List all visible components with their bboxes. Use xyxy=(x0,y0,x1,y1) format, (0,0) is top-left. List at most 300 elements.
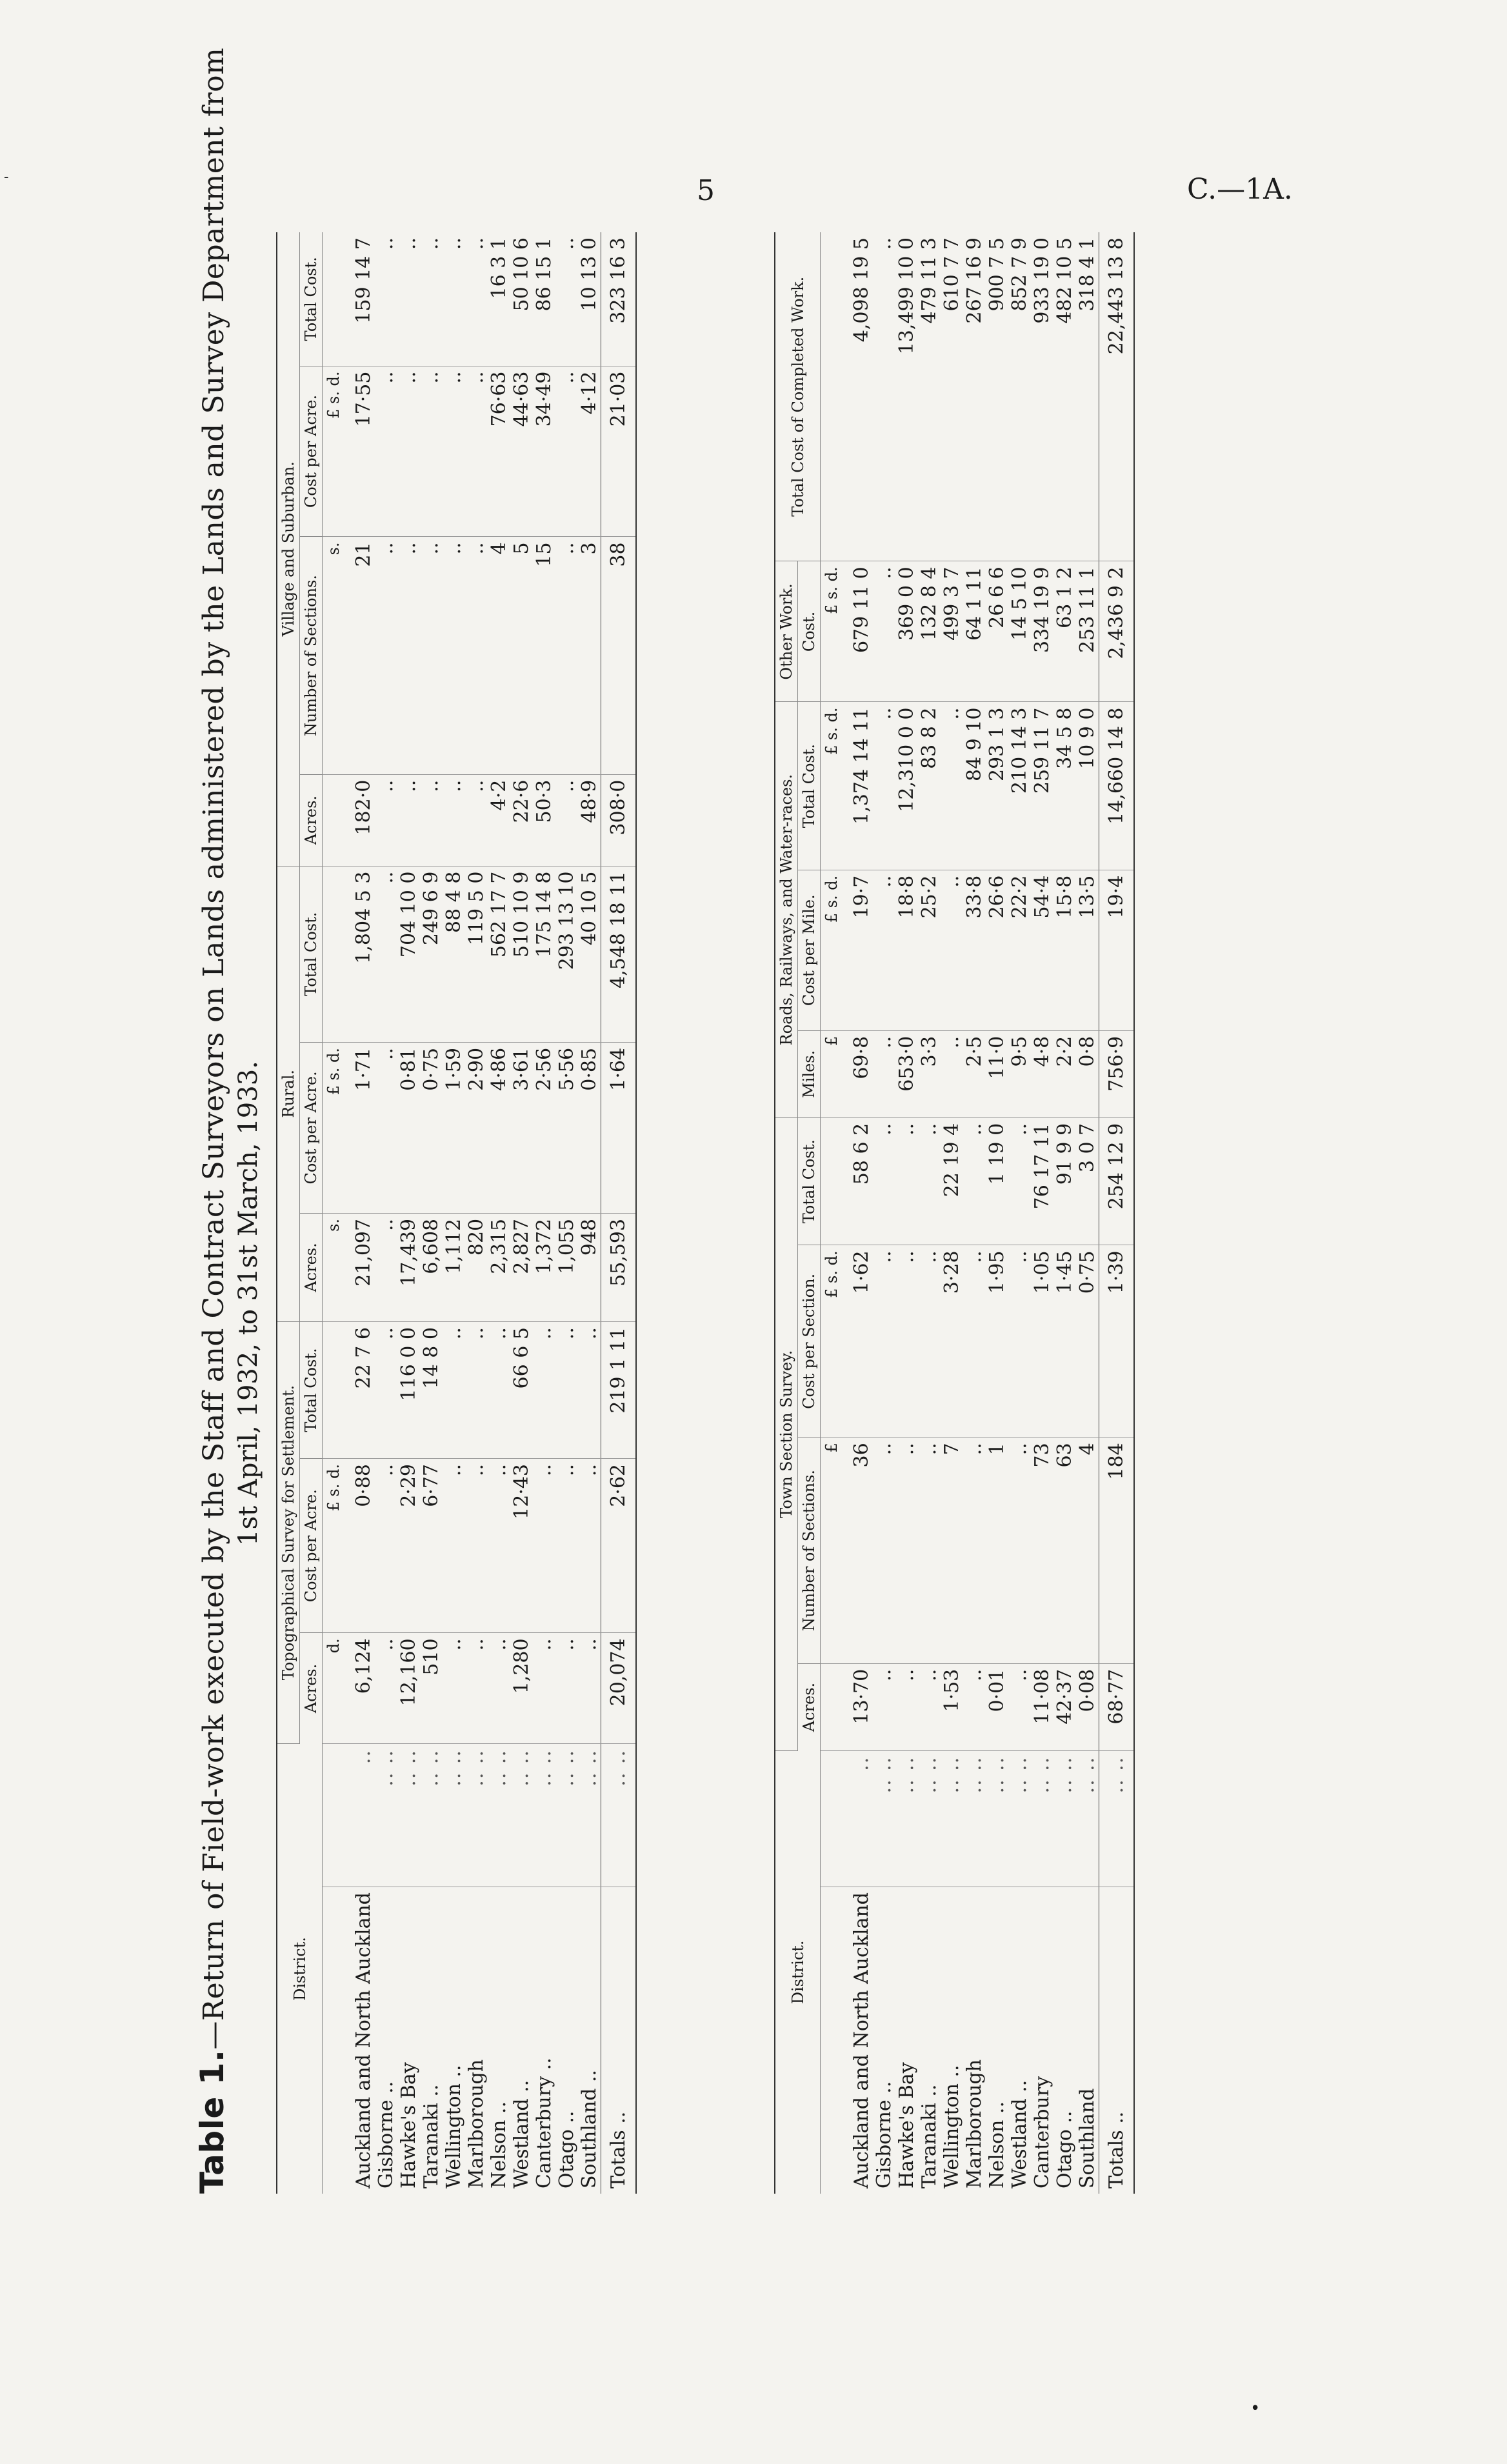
unit-cell: d. xyxy=(323,1633,346,1744)
table-cell: .. xyxy=(397,366,420,537)
table-cell: 10 9 0 xyxy=(1076,702,1099,870)
table-cell: 26·6 xyxy=(986,870,1008,1030)
table-cell: 4,098 19 5 xyxy=(843,232,873,561)
leader-dots: .. .. xyxy=(873,1750,895,1887)
table1-subheader: Total Cost. xyxy=(300,866,323,1042)
table-cell: 54·4 xyxy=(1031,870,1053,1030)
table-cell: 22·6 xyxy=(510,774,533,866)
table-cell: 15 xyxy=(533,537,555,774)
totals-cell: 22,443 13 8 xyxy=(1099,232,1135,561)
table-cell: .. xyxy=(555,537,578,774)
table2-header-roads: Roads, Railways, and Water-races. xyxy=(775,702,798,1117)
table2-subheader: Cost per Mile. xyxy=(798,870,821,1030)
table-cell: .. xyxy=(443,774,465,866)
totals-cell: 184 xyxy=(1099,1437,1135,1663)
leader-dots: .. .. xyxy=(963,1750,986,1887)
table-cell: 510 10 9 xyxy=(510,866,533,1042)
table1-header-rural: Rural. xyxy=(277,866,300,1322)
table-cell: 3·28 xyxy=(941,1245,963,1437)
table-cell: .. xyxy=(873,561,895,702)
table-cell: 1,055 xyxy=(555,1213,578,1321)
unit-cell xyxy=(821,1887,844,2194)
totals-row xyxy=(601,232,637,2194)
table-cell: .. xyxy=(963,1437,986,1663)
table2-unit-row xyxy=(821,232,844,2194)
table-cell: 7 xyxy=(941,1437,963,1663)
table-cell: .. xyxy=(465,366,488,537)
totals-cell: 4,548 18 11 xyxy=(601,866,637,1042)
table-cell: .. xyxy=(375,1322,397,1459)
table-cell: 84 9 10 xyxy=(963,702,986,870)
totals-cell: 1·39 xyxy=(1099,1245,1135,1437)
table-cell: 88 4 8 xyxy=(443,866,465,1042)
leader-dots: .. .. xyxy=(918,1750,941,1887)
table-cell: .. xyxy=(918,1663,941,1750)
district-name: Nelson .. xyxy=(488,2101,510,2189)
table-row xyxy=(397,232,420,2194)
leader-dots: .. .. xyxy=(443,1744,465,1887)
table-cell: 2,315 xyxy=(488,1213,510,1321)
table-cell: .. xyxy=(555,774,578,866)
district-name: Auckland and North Auckland xyxy=(850,1892,873,2189)
table-cell: .. xyxy=(1008,1245,1031,1437)
table-cell: 0·8 xyxy=(1076,1030,1099,1117)
table-cell: 12·43 xyxy=(510,1459,533,1633)
unit-cell xyxy=(323,866,346,1042)
table1-header-village: Village and Suburban. xyxy=(277,232,300,866)
table-cell: .. xyxy=(375,1042,397,1213)
table-cell: 1·05 xyxy=(1031,1245,1053,1437)
table-cell: 482 10 5 xyxy=(1053,232,1076,561)
table-row xyxy=(986,232,1008,2194)
table-cell: .. xyxy=(443,1459,465,1633)
leader-dots: .. .. xyxy=(578,1744,601,1887)
table-cell: 132 8 4 xyxy=(918,561,941,702)
table-cell: 50 10 6 xyxy=(510,232,533,366)
table-cell: .. xyxy=(578,1459,601,1633)
totals-cell: 2,436 9 2 xyxy=(1099,561,1135,702)
table-cell: 4·86 xyxy=(488,1042,510,1213)
table1-unit-row xyxy=(323,232,346,2194)
table-cell: 48·9 xyxy=(578,774,601,866)
table-cell: 21 xyxy=(345,537,375,774)
table-cell: 1,112 xyxy=(443,1213,465,1321)
table-cell: .. xyxy=(465,232,488,366)
table-cell: 3 xyxy=(578,537,601,774)
table-cell: .. xyxy=(578,1322,601,1459)
table-cell: 293 13 10 xyxy=(555,866,578,1042)
table-cell: .. xyxy=(1008,1663,1031,1750)
unit-cell: £ xyxy=(821,1437,844,1663)
unit-cell: s. xyxy=(323,537,346,774)
table-cell: 10 13 0 xyxy=(578,232,601,366)
table-cell: .. xyxy=(375,537,397,774)
table1-subheader: Total Cost. xyxy=(300,232,323,366)
table-cell: .. xyxy=(555,1322,578,1459)
table-cell: 119 5 0 xyxy=(465,866,488,1042)
table-cell: 4·2 xyxy=(488,774,510,866)
table-cell: .. xyxy=(963,1663,986,1750)
table-cell: 3·3 xyxy=(918,1030,941,1117)
table-cell: 1 xyxy=(986,1437,1008,1663)
table-cell: 21,097 xyxy=(345,1213,375,1321)
district-name: Canterbury xyxy=(1031,2076,1053,2189)
table-cell: 11·0 xyxy=(986,1030,1008,1117)
table-cell: 14 5 10 xyxy=(1008,561,1031,702)
table-cell: 2·5 xyxy=(963,1030,986,1117)
table-cell: 63 1 2 xyxy=(1053,561,1076,702)
table-cell: 19·7 xyxy=(843,870,873,1030)
table2-subheader: Cost. xyxy=(798,561,821,702)
table-cell: 2·56 xyxy=(533,1042,555,1213)
table-cell: .. xyxy=(1008,1117,1031,1245)
table-cell: 69·8 xyxy=(843,1030,873,1117)
table-cell: .. xyxy=(873,1663,895,1750)
table-cell: 73 xyxy=(1031,1437,1053,1663)
table-cell: 0·08 xyxy=(1076,1663,1099,1750)
totals-label: Totals .. xyxy=(1099,1887,1135,2194)
table-row xyxy=(345,232,375,2194)
table-cell: .. xyxy=(488,1322,510,1459)
table-cell: 22 19 4 xyxy=(941,1117,963,1245)
table-cell: .. xyxy=(918,1437,941,1663)
table-cell: 1,280 xyxy=(510,1633,533,1744)
table-cell: 36 xyxy=(843,1437,873,1663)
table-cell: 0·88 xyxy=(345,1459,375,1633)
table-cell: 1,374 14 11 xyxy=(843,702,873,870)
table-cell: 1·71 xyxy=(345,1042,375,1213)
table2-header-district: District. xyxy=(775,1750,821,2194)
table-row xyxy=(375,232,397,2194)
table-cell: 2·2 xyxy=(1053,1030,1076,1117)
unit-cell xyxy=(323,774,346,866)
unit-cell: £ s. d. xyxy=(323,1042,346,1213)
table2-subheader: Total Cost. xyxy=(798,1117,821,1245)
table1-subheader: Acres. xyxy=(300,1213,323,1321)
leader-dots: .. .. xyxy=(420,1744,443,1887)
table-cell: 4 xyxy=(1076,1437,1099,1663)
table-cell: .. xyxy=(873,702,895,870)
unit-cell: £ s. d. xyxy=(821,870,844,1030)
table-cell: .. xyxy=(375,866,397,1042)
table1-subheader: Cost per Acre. xyxy=(300,366,323,537)
table-cell: 14 8 0 xyxy=(420,1322,443,1459)
table-cell: 2·90 xyxy=(465,1042,488,1213)
table-cell: 562 17 7 xyxy=(488,866,510,1042)
table-cell: 6,124 xyxy=(345,1633,375,1744)
table-cell: .. xyxy=(443,1633,465,1744)
table-cell: .. xyxy=(397,774,420,866)
table-cell: .. xyxy=(420,537,443,774)
leader-dots: .. .. xyxy=(895,1750,918,1887)
unit-cell xyxy=(323,1322,346,1459)
unit-cell xyxy=(323,1744,346,1887)
totals-cell: 254 12 9 xyxy=(1099,1117,1135,1245)
table-cell: 12,160 xyxy=(397,1633,420,1744)
table-cell: 16 3 1 xyxy=(488,232,510,366)
table-cell: 4 xyxy=(488,537,510,774)
district-name: Southland xyxy=(1076,2088,1099,2189)
district-name: Hawke's Bay xyxy=(895,2062,918,2189)
table-cell: 253 11 1 xyxy=(1076,561,1099,702)
totals-cell: 68·77 xyxy=(1099,1663,1135,1750)
table-cell: 318 4 1 xyxy=(1076,232,1099,561)
totals-cell: 20,074 xyxy=(601,1633,637,1744)
totals-cell: 219 1 11 xyxy=(601,1322,637,1459)
margin-mark: - xyxy=(4,169,9,185)
unit-cell: £ s. d. xyxy=(821,561,844,702)
table-cell: 1,804 5 3 xyxy=(345,866,375,1042)
totals-cell: 14,660 14 8 xyxy=(1099,702,1135,870)
table-row xyxy=(941,232,963,2194)
table-cell: 6,608 xyxy=(420,1213,443,1321)
table-row xyxy=(443,232,465,2194)
table-cell: 15·8 xyxy=(1053,870,1076,1030)
leader-dots: .. .. xyxy=(1031,1750,1053,1887)
leader-dots: .. .. xyxy=(1099,1750,1135,1887)
table-cell: .. xyxy=(465,1322,488,1459)
totals-cell: 323 16 3 xyxy=(601,232,637,366)
table-row xyxy=(488,232,510,2194)
table-cell: 11·08 xyxy=(1031,1663,1053,1750)
table-cell: 25·2 xyxy=(918,870,941,1030)
district-name: Marlborough xyxy=(465,2059,488,2189)
table-cell: 18·8 xyxy=(895,870,918,1030)
district-name: Hawke's Bay xyxy=(397,2062,420,2189)
leader-dots: .. .. xyxy=(1053,1750,1076,1887)
table1-subheader: Acres. xyxy=(300,1633,323,1744)
table-row xyxy=(843,232,873,2194)
stray-dot: • xyxy=(1250,2399,1261,2418)
district-name: Otago .. xyxy=(1053,2110,1076,2189)
table-cell: .. xyxy=(918,1117,941,1245)
table1-subheader: Number of Sections. xyxy=(300,537,323,774)
district-name: Gisborne .. xyxy=(375,2081,397,2189)
unit-cell xyxy=(821,1750,844,1887)
leader-dots: .. xyxy=(843,1750,873,1887)
table-cell: 76 17 11 xyxy=(1031,1117,1053,1245)
leader-dots: .. .. xyxy=(601,1744,637,1887)
district-name: Otago .. xyxy=(555,2110,578,2189)
district-name: Taranaki .. xyxy=(918,2084,941,2189)
table2-group-header-row xyxy=(775,232,798,2194)
table-cell: .. xyxy=(375,1459,397,1633)
table-row xyxy=(963,232,986,2194)
unit-cell xyxy=(821,232,844,561)
table-cell: .. xyxy=(375,1213,397,1321)
table-cell: 44·63 xyxy=(510,366,533,537)
table-cell: 22·2 xyxy=(1008,870,1031,1030)
table-cell: 1·95 xyxy=(986,1245,1008,1437)
table-cell: 17,439 xyxy=(397,1213,420,1321)
table-cell: .. xyxy=(895,1245,918,1437)
table-cell: .. xyxy=(488,1459,510,1633)
table-cell: .. xyxy=(555,1633,578,1744)
table-row xyxy=(918,232,941,2194)
table-cell: .. xyxy=(895,1117,918,1245)
leader-dots: .. .. xyxy=(397,1744,420,1887)
totals-cell: 2·62 xyxy=(601,1459,637,1633)
totals-cell: 21·03 xyxy=(601,366,637,537)
table-cell: 1 19 0 xyxy=(986,1117,1008,1245)
table-cell: 0·75 xyxy=(420,1042,443,1213)
table-cell: .. xyxy=(375,232,397,366)
table-cell: .. xyxy=(533,1322,555,1459)
table-cell: 499 3 7 xyxy=(941,561,963,702)
unit-cell xyxy=(323,232,346,366)
table1-subheader: Acres. xyxy=(300,774,323,866)
table-cell: 5 xyxy=(510,537,533,774)
table-cell: 820 xyxy=(465,1213,488,1321)
table-cell: .. xyxy=(533,1633,555,1744)
table-cell: 40 10 5 xyxy=(578,866,601,1042)
district-name: Southland .. xyxy=(578,2070,601,2189)
table1-subheader: Cost per Acre. xyxy=(300,1459,323,1633)
table-cell: 0·85 xyxy=(578,1042,601,1213)
table-cell: 249 6 9 xyxy=(420,866,443,1042)
table-cell: .. xyxy=(375,366,397,537)
table-cell: 610 7 7 xyxy=(941,232,963,561)
table-cell: .. xyxy=(465,1459,488,1633)
table-cell: 900 7 5 xyxy=(986,232,1008,561)
table-title-line-2: 1st April, 1932, to 31st March, 1933. xyxy=(234,1061,263,1546)
table-cell: 6·77 xyxy=(420,1459,443,1633)
totals-cell: 38 xyxy=(601,537,637,774)
table-cell: 210 14 3 xyxy=(1008,702,1031,870)
leader-dots: .. .. xyxy=(533,1744,555,1887)
table-cell: 2·29 xyxy=(397,1459,420,1633)
table-cell: .. xyxy=(873,1245,895,1437)
table-cell: 369 0 0 xyxy=(895,561,918,702)
table-cell: 293 1 3 xyxy=(986,702,1008,870)
table-cell: 259 11 7 xyxy=(1031,702,1053,870)
unit-cell: £ s. d. xyxy=(821,1245,844,1437)
table-cell: 9·5 xyxy=(1008,1030,1031,1117)
table-row xyxy=(1008,232,1031,2194)
totals-row xyxy=(1099,232,1135,2194)
table-cell: 0·75 xyxy=(1076,1245,1099,1437)
table-row xyxy=(873,232,895,2194)
table-cell: .. xyxy=(443,366,465,537)
leader-dots: .. .. xyxy=(510,1744,533,1887)
table-cell: 26 6 6 xyxy=(986,561,1008,702)
table-cell: .. xyxy=(555,366,578,537)
district-name: Westland .. xyxy=(510,2079,533,2189)
table-cell: .. xyxy=(397,537,420,774)
table-cell: 1·59 xyxy=(443,1042,465,1213)
table-cell: 22 7 6 xyxy=(345,1322,375,1459)
table-cell: 34 5 8 xyxy=(1053,702,1076,870)
table-cell: .. xyxy=(443,232,465,366)
table-cell: 42·37 xyxy=(1053,1663,1076,1750)
table-cell: .. xyxy=(397,232,420,366)
table-cell: .. xyxy=(941,1030,963,1117)
table-cell: 3·61 xyxy=(510,1042,533,1213)
table1-header-district: District. xyxy=(277,1744,323,2194)
table-cell: 1·62 xyxy=(843,1245,873,1437)
table-cell: .. xyxy=(895,1437,918,1663)
table-cell: 334 19 9 xyxy=(1031,561,1053,702)
table2-subheader: Number of Sections. xyxy=(798,1437,821,1663)
leader-dots: .. .. xyxy=(375,1744,397,1887)
table-row xyxy=(1076,232,1099,2194)
table-row xyxy=(1053,232,1076,2194)
table1-group-header-row xyxy=(277,232,300,2194)
unit-cell: £ s. d. xyxy=(323,366,346,537)
table-cell: .. xyxy=(465,537,488,774)
totals-cell: 55,593 xyxy=(601,1213,637,1321)
table-settlement-rural-village xyxy=(276,232,637,2194)
table-row xyxy=(1031,232,1053,2194)
table-cell: 267 16 9 xyxy=(963,232,986,561)
table-town-roads-other xyxy=(774,232,1135,2194)
table-cell: 66 6 5 xyxy=(510,1322,533,1459)
table-cell: .. xyxy=(375,774,397,866)
table-cell: .. xyxy=(941,702,963,870)
table-cell: .. xyxy=(941,870,963,1030)
table-cell: .. xyxy=(443,537,465,774)
table2-header-total-completed: Total Cost of Completed Work. xyxy=(775,232,821,561)
table-cell: 1,372 xyxy=(533,1213,555,1321)
table-label: Table 1. xyxy=(194,2049,231,2194)
table-cell: .. xyxy=(895,1663,918,1750)
table-cell: 17·55 xyxy=(345,366,375,537)
table-cell: 1·45 xyxy=(1053,1245,1076,1437)
leader-dots: .. xyxy=(345,1744,375,1887)
leader-dots: .. .. xyxy=(1008,1750,1031,1887)
table-cell: 510 xyxy=(420,1633,443,1744)
table-cell: 33·8 xyxy=(963,870,986,1030)
table-cell: .. xyxy=(1008,1437,1031,1663)
table-cell: 13·5 xyxy=(1076,870,1099,1030)
table-row xyxy=(420,232,443,2194)
totals-cell: 308·0 xyxy=(601,774,637,866)
table2-header-other-work: Other Work. xyxy=(775,561,798,702)
table1-subheader: Total Cost. xyxy=(300,1322,323,1459)
table-cell: 159 14 7 xyxy=(345,232,375,366)
table-row xyxy=(465,232,488,2194)
table-cell: 64 1 11 xyxy=(963,561,986,702)
leader-dots: .. .. xyxy=(555,1744,578,1887)
table-row xyxy=(895,232,918,2194)
table-cell: 86 15 1 xyxy=(533,232,555,366)
table-cell: 116 0 0 xyxy=(397,1322,420,1459)
table-row xyxy=(510,232,533,2194)
table-cell: 13·70 xyxy=(843,1663,873,1750)
table-cell: .. xyxy=(873,1437,895,1663)
table-cell: .. xyxy=(873,232,895,561)
table-row xyxy=(555,232,578,2194)
district-name: Taranaki .. xyxy=(420,2084,443,2189)
district-name: Auckland and North Auckland xyxy=(352,1892,375,2189)
district-name: Westland .. xyxy=(1008,2079,1031,2189)
table-cell: 5·56 xyxy=(555,1042,578,1213)
table-cell: 63 xyxy=(1053,1437,1076,1663)
table-cell: 4·12 xyxy=(578,366,601,537)
table-cell: 653·0 xyxy=(895,1030,918,1117)
table2-header-town-section: Town Section Survey. xyxy=(775,1117,798,1750)
table-cell: .. xyxy=(488,1633,510,1744)
table-cell: .. xyxy=(963,1245,986,1437)
table2-subheader: Total Cost. xyxy=(798,702,821,870)
table-cell: .. xyxy=(465,774,488,866)
table-cell: 479 11 3 xyxy=(918,232,941,561)
table-cell: .. xyxy=(533,1459,555,1633)
table-cell: 91 9 9 xyxy=(1053,1117,1076,1245)
table-cell: .. xyxy=(918,1245,941,1437)
unit-cell: s. xyxy=(323,1213,346,1321)
table-cell: 50·3 xyxy=(533,774,555,866)
